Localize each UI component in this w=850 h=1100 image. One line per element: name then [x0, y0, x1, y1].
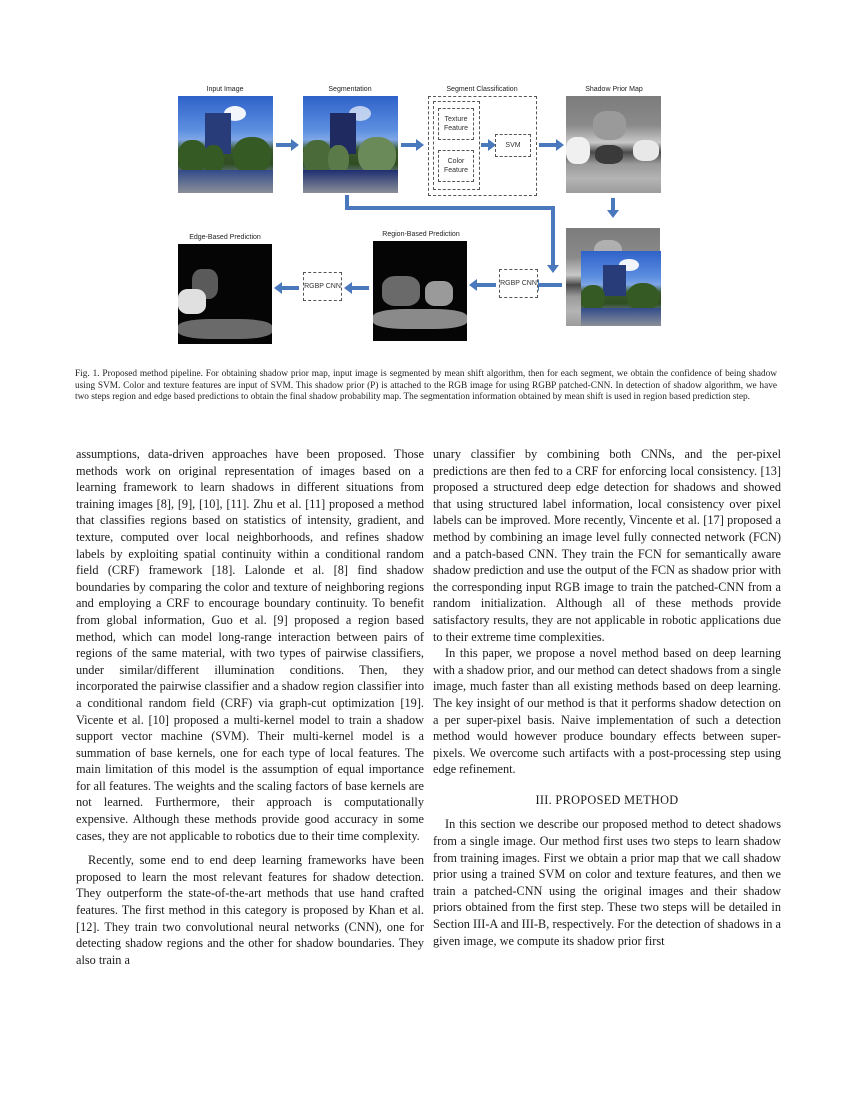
segmentation-photo	[303, 96, 398, 193]
figure-1-pipeline	[0, 0, 850, 360]
connector-line	[345, 206, 554, 210]
label-segmentation: Segmentation	[328, 86, 372, 93]
paragraph: unary classifier by combining both CNNs, and the per-pixel predictions are then fed to a CRF for enforcing local consistency. [13] proposed a structured deep edge detection for shadows and showed that using structured label information, local consistency over pixel labels can be improved. More recently, Vincente et al. [17] proposed a method by combining an image level fully connected network (FCN) and a patch-based CNN. They train the FCN for semantically aware shadow prediction and use the output of the FCN as shadow prior with the corresponding input RGB image to train the patched-CNN from a random initialization. Although all of these methods provide satisfactory results, they are not applicable in robotic applications due to their extreme time complexities.	[433, 447, 781, 644]
edge-based-prediction-image	[178, 244, 272, 344]
rgbp-cnn-box-2: RGBP CNN	[303, 272, 342, 301]
label-edge-based-prediction: Edge-Based Prediction	[189, 234, 261, 241]
right-column	[433, 446, 781, 949]
arrow-left-icon	[476, 283, 496, 287]
arrow-right-icon	[481, 143, 489, 147]
rgb-stack-image	[581, 251, 661, 326]
label-shadow-prior-map: Shadow Prior Map	[585, 86, 643, 93]
label-segment-classification: Segment Classification	[446, 86, 518, 93]
svm-box: SVM	[495, 134, 531, 157]
paragraph: assumptions, data-driven approaches have been proposed. Those methods work on original representation of images based on a learning framework to learn shadows in different situations from training images [8], [9], [10], [11]. Zhu et al. [11] proposed a method that classifies regions based on statistics of intensity, gradient, and texture, computed over local neighborhoods, and refines shadow labels by exploiting spatial continuity within a conditional random field (CRF) framework [18]. Lalonde et al. [8] find shadow boundaries by comparing the color and texture of neighboring regions and employing a CRF to encourage boundary continuity. To benefit from global information, Guo et al. [9] proposed a region based method, which can model long-range interaction between pairs of regions of the same material, with two types of pairwise classifiers, under similar/different illumination conditions. Then, they incorporated the pairwise classifier and a shadow region classifier into a conditional random field (CRF) via graph-cut optimization [19]. Vicente et al. [10] proposed a multi-kernel model to train a shadow support vector machine (SVM). Their multi-kernel model is a summation of base kernels, one for each type of local features. The main limitation of this model is the assumption of equal importance for all features. The weights and the scaling factors of base kernels are not learned. Furthermore, their approach is computationally expensive. Although these methods provide good accuracy in some cases, they are not applicable to robotics due to their time complexity.	[76, 447, 424, 843]
paragraph: In this section we describe our proposed method to detect shadows from a single image. Our method first uses two steps to learn shadow from training images. First we obtain a prior map that we call shadow prior using a trained SVM on color and texture features, and then we train a patched-CNN using the original images and their shadow priors obtained from the first step. These two steps will be detailed in Section III-A and III-B, respectively. For the detection of shadows in a given image, we compute its shadow prior first	[433, 817, 781, 948]
shadow-prior-map-image	[566, 96, 661, 193]
arrow-right-icon	[401, 143, 417, 147]
color-feature-box: Color Feature	[438, 150, 474, 182]
region-based-prediction-image	[373, 241, 467, 341]
arrow-left-icon	[351, 286, 369, 290]
paragraph: Recently, some end to end deep learning frameworks have been proposed to learn the most relevant features for shadow detection. They outperform the state-of-the-art methods that use hand crafted features. The first method in this category is proposed by Khan et al. [12]. They train two convolutional neural networks (CNN), one for detecting shadow regions and the other for shadow boundaries. They also train a	[76, 853, 424, 967]
arrow-left-icon	[281, 286, 299, 290]
label-input-image: Input Image	[206, 86, 244, 93]
arrow-right-icon	[539, 143, 557, 147]
figure-caption: Fig. 1. Proposed method pipeline. For obtaining shadow prior map, input image is segmented by mean shift algorithm, then for each segment, we obtain the confidence of being shadow using SVM. Color and texture features are input of SVM. This shadow prior (P) is attached to the RGB image for using RGBP patched-CNN. In detection of shadow algorithm, we have two steps region and edge based predictions to obtain the final shadow probability map. The segmentation information obtained by mean shift is used in region based prediction step.	[75, 369, 777, 402]
rgbp-cnn-box-1: RGBP CNN	[499, 269, 538, 298]
arrow-left-icon	[538, 283, 562, 287]
label-region-based-prediction: Region-Based Prediction	[382, 231, 460, 238]
arrow-down-icon	[611, 198, 615, 211]
arrow-down-icon	[551, 206, 555, 266]
section-heading: III. PROPOSED METHOD	[535, 792, 679, 807]
paragraph: In this paper, we propose a novel method based on deep learning with a shadow prior, and our method can detect shadows from a single image, much faster than all existing methods based on deep learning. The key insight of our method is that it performs shadow detection on a per super-pixel basis. Naive implementation of such a detection method would however produce boundary effects between super-pixels. We overcome such artifacts with a post-processing step using edge refinement.	[433, 646, 781, 777]
arrow-right-icon	[276, 143, 292, 147]
texture-feature-box: Texture Feature	[438, 108, 474, 140]
left-column	[76, 446, 424, 968]
input-image-photo	[178, 96, 273, 193]
